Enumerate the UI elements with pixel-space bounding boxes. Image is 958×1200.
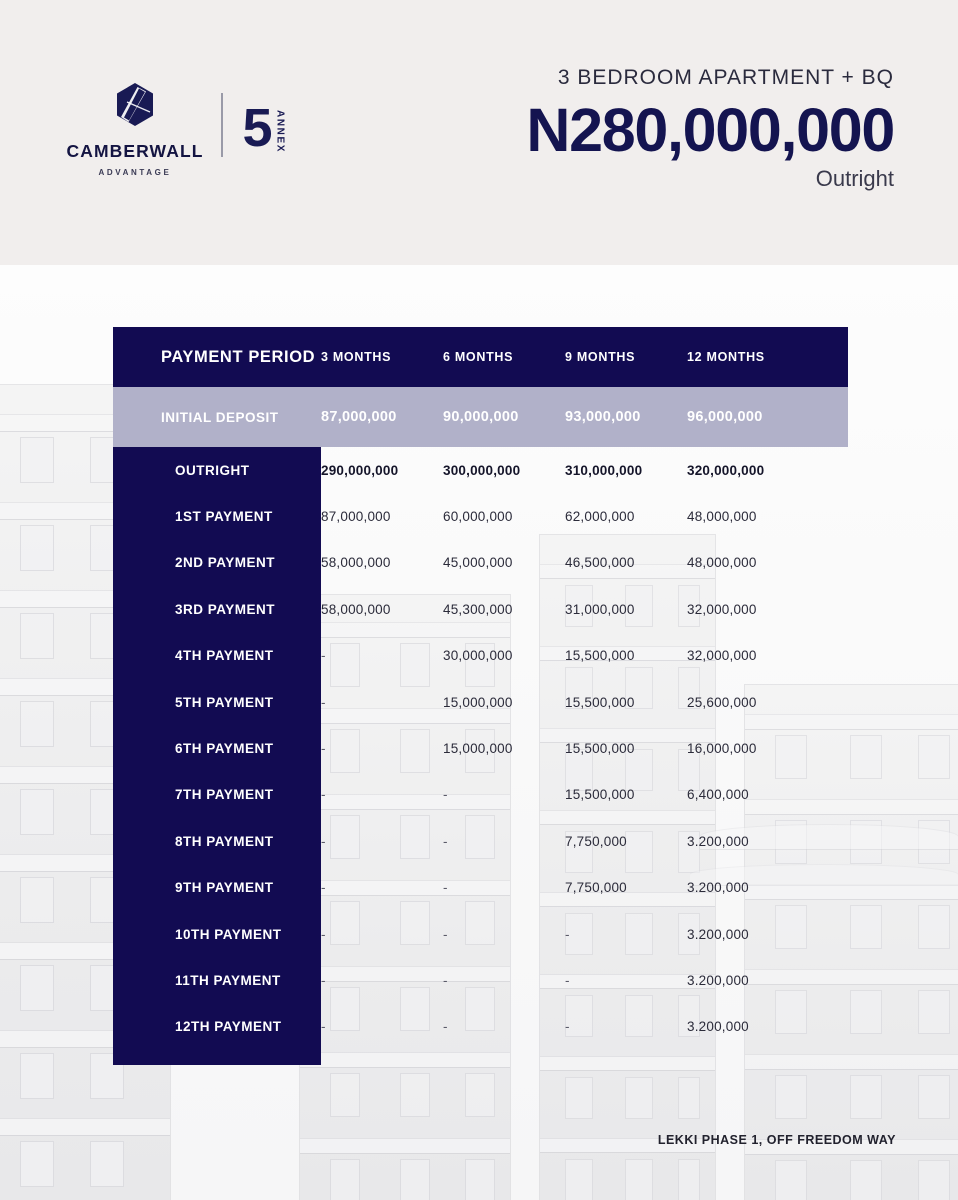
- row-label: 1ST PAYMENT: [175, 509, 273, 525]
- initial-deposit-6-months: 90,000,000: [443, 409, 519, 425]
- table-row: [113, 447, 848, 493]
- table-row: [113, 633, 848, 679]
- row-value: 32,000,000: [687, 601, 757, 617]
- row-value: -: [565, 1019, 570, 1035]
- row-label: 10TH PAYMENT: [175, 926, 282, 942]
- row-value: 87,000,000: [321, 509, 391, 525]
- row-value: 32,000,000: [687, 648, 757, 664]
- headline-block: [526, 66, 894, 192]
- facade-detail: [20, 701, 54, 747]
- row-value: 3.200,000: [687, 880, 749, 896]
- header-band: [0, 0, 958, 265]
- row-value: 31,000,000: [565, 601, 635, 617]
- facade-detail: [850, 905, 882, 949]
- table-row: [113, 493, 848, 539]
- facade-detail: [745, 1055, 958, 1069]
- facade-detail: [20, 965, 54, 1011]
- row-value: -: [443, 926, 448, 942]
- column-header-3-months: 3 MONTHS: [321, 350, 392, 364]
- location-footnote: LEKKI PHASE 1, OFF FREEDOM WAY: [657, 1133, 896, 1147]
- row-label: 7TH PAYMENT: [175, 787, 274, 803]
- row-value: 3.200,000: [687, 1019, 749, 1035]
- facade-detail: [300, 1053, 510, 1067]
- row-value: -: [321, 880, 326, 896]
- row-value: -: [321, 694, 326, 710]
- facade-detail: [400, 1073, 430, 1117]
- column-header-9-months: 9 MONTHS: [565, 350, 636, 364]
- table-row: [113, 1004, 848, 1050]
- facade-detail: [775, 1160, 807, 1200]
- initial-deposit-9-months: 93,000,000: [565, 409, 641, 425]
- facade-detail: [330, 1159, 360, 1200]
- price-note: Outright: [815, 166, 894, 192]
- row-value: 15,500,000: [565, 787, 635, 803]
- facade-detail: [90, 1141, 124, 1187]
- facade-detail: [20, 1141, 54, 1187]
- row-label: 5TH PAYMENT: [175, 694, 274, 710]
- table-row: [113, 679, 848, 725]
- row-value: -: [321, 648, 326, 664]
- facade-detail: [565, 1077, 593, 1119]
- table-row: [113, 818, 848, 864]
- unit-type-label: 3 BEDROOM APARTMENT + BQ: [557, 66, 894, 89]
- row-value: 15,000,000: [443, 741, 513, 757]
- row-value: -: [321, 741, 326, 757]
- brand-tagline: ADVANTAGE: [98, 168, 172, 177]
- facade-detail: [330, 1073, 360, 1117]
- facade-detail: [918, 990, 950, 1034]
- row-value: 60,000,000: [443, 509, 513, 525]
- table-row: [113, 865, 848, 911]
- facade-detail: [20, 1053, 54, 1099]
- facade-detail: [20, 437, 54, 483]
- facade-detail: [20, 877, 54, 923]
- row-value: 16,000,000: [687, 741, 757, 757]
- row-value: -: [443, 880, 448, 896]
- row-value: 48,000,000: [687, 509, 757, 525]
- row-value: -: [443, 787, 448, 803]
- column-header-12-months: 12 MONTHS: [687, 350, 765, 364]
- row-value: 58,000,000: [321, 601, 391, 617]
- brand-lockup: [55, 82, 286, 177]
- row-value: -: [443, 972, 448, 988]
- brand-divider: [221, 93, 223, 157]
- facade-detail: [465, 1159, 495, 1200]
- row-value: 3.200,000: [687, 972, 749, 988]
- row-label: 8TH PAYMENT: [175, 833, 274, 849]
- row-value: 290,000,000: [321, 462, 399, 478]
- row-value: -: [321, 972, 326, 988]
- facade-detail: [625, 1159, 653, 1200]
- initial-deposit-12-months: 96,000,000: [687, 409, 763, 425]
- column-header-6-months: 6 MONTHS: [443, 350, 514, 364]
- facade-detail: [300, 1139, 510, 1153]
- row-label: 2ND PAYMENT: [175, 555, 276, 571]
- brand-primary: [55, 82, 215, 177]
- row-label: 4TH PAYMENT: [175, 648, 274, 664]
- facade-detail: [565, 1159, 593, 1200]
- table-row: [113, 586, 848, 632]
- price-amount: N280,000,000: [526, 96, 894, 164]
- initial-deposit-label: INITIAL DEPOSIT: [161, 409, 279, 425]
- row-value: 25,600,000: [687, 694, 757, 710]
- row-value: 62,000,000: [565, 509, 635, 525]
- row-value: 15,500,000: [565, 648, 635, 664]
- row-value: 45,000,000: [443, 555, 513, 571]
- facade-detail: [20, 525, 54, 571]
- row-value: -: [565, 972, 570, 988]
- row-value: 30,000,000: [443, 648, 513, 664]
- initial-deposit-row: [113, 387, 848, 447]
- row-value: 3.200,000: [687, 926, 749, 942]
- brand-name: CAMBERWALL: [66, 141, 204, 161]
- facade-detail: [850, 1075, 882, 1119]
- row-value: 310,000,000: [565, 462, 643, 478]
- row-value: 6,400,000: [687, 787, 749, 803]
- table-row: [113, 911, 848, 957]
- row-label: OUTRIGHT: [175, 462, 250, 478]
- table-row: [113, 772, 848, 818]
- column-header-payment-period: PAYMENT PERIOD: [161, 347, 316, 366]
- facade-detail: [918, 1160, 950, 1200]
- hexagon-logo-icon: [115, 82, 155, 127]
- row-value: 48,000,000: [687, 555, 757, 571]
- row-value: -: [443, 1019, 448, 1035]
- facade-detail: [850, 735, 882, 779]
- row-value: 7,750,000: [565, 833, 627, 849]
- row-value: 3.200,000: [687, 833, 749, 849]
- row-value: -: [321, 926, 326, 942]
- facade-detail: [775, 1075, 807, 1119]
- facade-detail: [400, 1159, 430, 1200]
- facade-detail: [918, 735, 950, 779]
- facade-detail: [850, 1160, 882, 1200]
- row-label: 9TH PAYMENT: [175, 880, 274, 896]
- facade-detail: [625, 1077, 653, 1119]
- row-value: 58,000,000: [321, 555, 391, 571]
- table-body: [113, 447, 848, 1050]
- row-value: -: [565, 926, 570, 942]
- facade-detail: [540, 1057, 715, 1070]
- annex-number: 5: [242, 97, 272, 158]
- facade-detail: [465, 1073, 495, 1117]
- row-value: 15,500,000: [565, 741, 635, 757]
- facade-detail: [20, 613, 54, 659]
- initial-deposit-3-months: 87,000,000: [321, 409, 397, 425]
- annex-badge: [242, 97, 286, 158]
- facade-detail: [678, 1159, 700, 1200]
- row-value: -: [321, 787, 326, 803]
- row-value: 15,500,000: [565, 694, 635, 710]
- facade-detail: [678, 1077, 700, 1119]
- table-row: [113, 725, 848, 771]
- row-label: 12TH PAYMENT: [175, 1019, 282, 1035]
- facade-detail: [0, 1119, 170, 1135]
- row-value: 300,000,000: [443, 462, 521, 478]
- table-row: [113, 540, 848, 586]
- row-value: 320,000,000: [687, 462, 765, 478]
- row-value: 7,750,000: [565, 880, 627, 896]
- row-value: -: [321, 1019, 326, 1035]
- row-label: 3RD PAYMENT: [175, 601, 276, 617]
- row-value: 45,300,000: [443, 601, 513, 617]
- facade-detail: [918, 905, 950, 949]
- annex-label: ANNEX: [274, 109, 286, 153]
- facade-detail: [20, 789, 54, 835]
- row-value: -: [321, 833, 326, 849]
- table-row: [113, 957, 848, 1003]
- facade-detail: [918, 1075, 950, 1119]
- row-label: 6TH PAYMENT: [175, 741, 274, 757]
- row-value: -: [443, 833, 448, 849]
- row-value: 15,000,000: [443, 694, 513, 710]
- facade-detail: [850, 990, 882, 1034]
- payment-plan-table: [113, 327, 848, 1050]
- row-label: 11TH PAYMENT: [175, 972, 281, 988]
- row-value: 46,500,000: [565, 555, 635, 571]
- table-header-row: [113, 327, 848, 387]
